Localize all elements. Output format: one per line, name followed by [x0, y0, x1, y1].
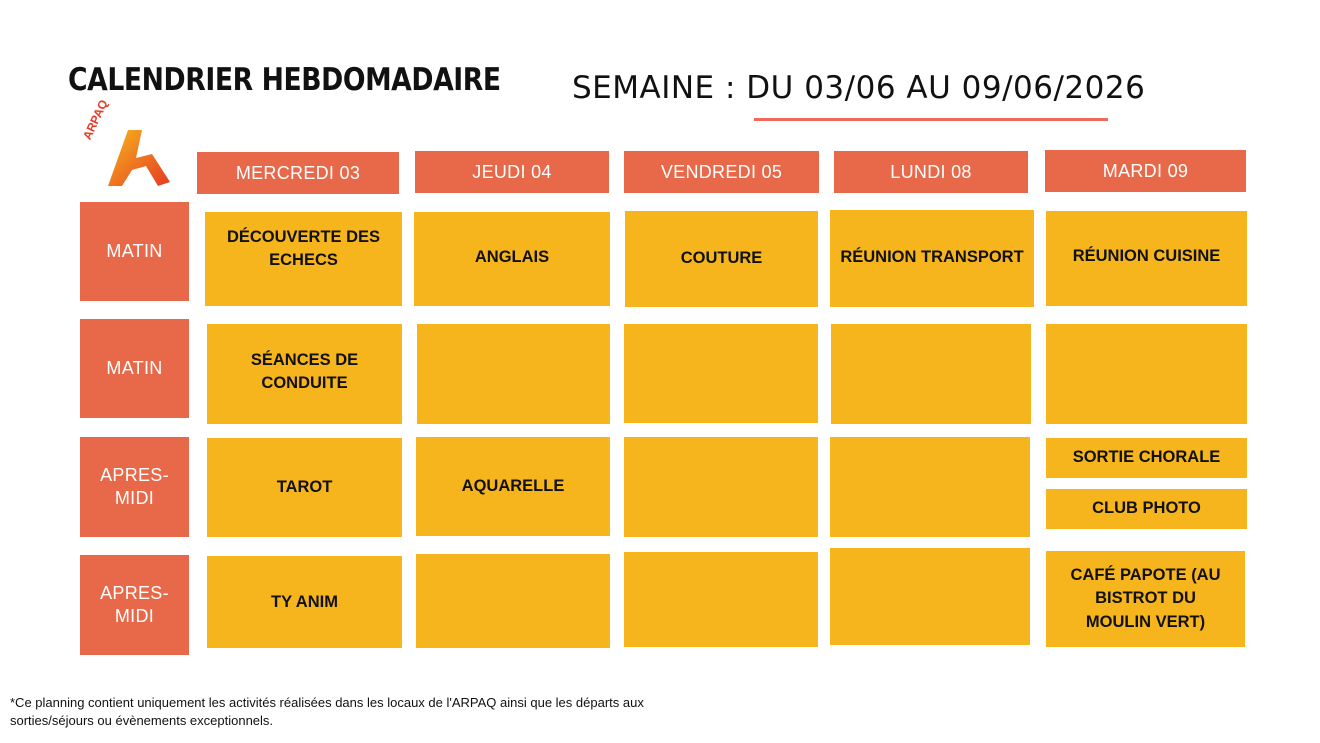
page-title: CALENDRIER HEBDOMADAIRE [68, 62, 501, 98]
activity-cell: SÉANCES DE CONDUITE [207, 324, 402, 424]
activity-cell: TY ANIM [207, 556, 402, 648]
week-range: SEMAINE : DU 03/06 AU 09/06/2026 [572, 70, 1146, 106]
arpaq-logo-icon [86, 124, 176, 194]
activity-cell [417, 324, 610, 424]
period-label-3: APRES-MIDI [80, 437, 189, 537]
activity-cell: RÉUNION CUISINE [1046, 211, 1247, 306]
activity-cell [830, 548, 1030, 645]
activity-cell [624, 324, 818, 423]
activity-cell: COUTURE [625, 211, 818, 307]
day-header-jeudi: JEUDI 04 [415, 151, 609, 193]
day-header-mercredi: MERCREDI 03 [197, 152, 399, 194]
week-underline [754, 118, 1108, 121]
activity-cell: AQUARELLE [416, 437, 610, 536]
day-header-lundi: LUNDI 08 [834, 151, 1028, 193]
activity-cell: DÉCOUVERTE DES ECHECS [205, 212, 402, 306]
activity-cell [1046, 324, 1247, 424]
activity-cell: TAROT [207, 438, 402, 537]
activity-cell [624, 437, 818, 537]
activity-cell: SORTIE CHORALE [1046, 438, 1247, 478]
day-header-mardi: MARDI 09 [1045, 150, 1246, 192]
day-header-vendredi: VENDREDI 05 [624, 151, 819, 193]
period-label-1: MATIN [80, 202, 189, 301]
period-label-2: MATIN [80, 319, 189, 418]
activity-cell [830, 437, 1030, 537]
activity-cell: CAFÉ PAPOTE (AU BISTROT DU MOULIN VERT) [1046, 551, 1245, 647]
footnote: *Ce planning contient uniquement les activités réalisées dans les locaux de l'ARPAQ ainsi que les départs aux sorties/séjours ou évènements exceptionnels. [10, 695, 644, 728]
activity-cell: CLUB PHOTO [1046, 489, 1247, 529]
activity-cell [831, 324, 1031, 424]
period-label-4: APRES-MIDI [80, 555, 189, 655]
activity-cell: RÉUNION TRANSPORT [830, 210, 1034, 307]
activity-cell [416, 554, 610, 648]
activity-cell [624, 552, 818, 647]
activity-cell: ANGLAIS [414, 212, 610, 306]
arpaq-logo [80, 97, 176, 194]
logo-text: ARPAQ [80, 97, 111, 142]
